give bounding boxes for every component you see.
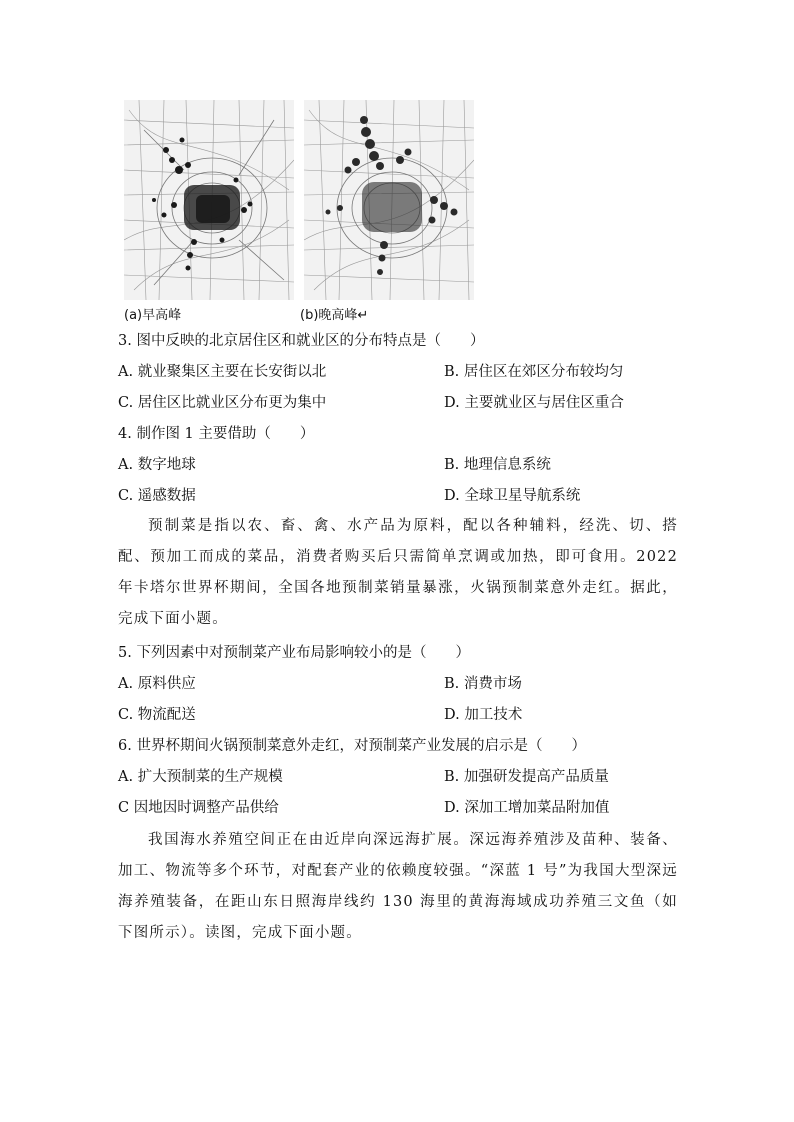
q5-option-a[interactable]: A. 原料供应	[118, 676, 196, 692]
q6-option-b[interactable]: B. 加强研发提高产品质量	[444, 769, 609, 785]
q6-option-d[interactable]: D. 深加工增加菜品附加值	[444, 800, 610, 816]
figure-group	[124, 100, 484, 325]
q6-option-a[interactable]: A. 扩大预制菜的生产规模	[118, 769, 283, 785]
map-image-a	[124, 100, 294, 300]
q5-option-d[interactable]: D. 加工技术	[444, 707, 523, 723]
q6-option-c[interactable]: C 因地因时调整产品供给	[118, 800, 279, 816]
q6-stem: 6. 世界杯期间火锅预制菜意外走红，对预制菜产业发展的启示是（ ）	[118, 738, 586, 754]
q4-option-c[interactable]: C. 遥感数据	[118, 488, 196, 504]
q3-option-d[interactable]: D. 主要就业区与居住区重合	[444, 395, 624, 411]
passage-deep-sea-farming: 我国海水养殖空间正在由近岸向深远海扩展。深远海养殖涉及苗种、装备、加工、物流等多个环节，对配套产业的依赖度较强。“深蓝 1 号”为我国大型深远海养殖装备，在距山东日照海岸线约 130 海里的黄海海域成功养殖三文鱼（如下图所示）。读图，完成下面小题。	[118, 832, 678, 941]
q4-option-b[interactable]: B. 地理信息系统	[444, 457, 551, 473]
q3-option-c[interactable]: C. 居住区比就业区分布更为集中	[118, 395, 327, 411]
map-evening-peak	[304, 100, 474, 300]
q4-option-a[interactable]: A. 数字地球	[118, 457, 196, 473]
map-image-b	[304, 100, 474, 300]
caption-b: (b)晚高峰↵	[300, 308, 369, 323]
map-morning-peak	[124, 100, 294, 300]
q3-option-b[interactable]: B. 居住区在郊区分布较均匀	[444, 364, 624, 380]
q4-option-d[interactable]: D. 全球卫星导航系统	[444, 488, 581, 504]
q3-option-a[interactable]: A. 就业聚集区主要在长安街以北	[118, 364, 327, 380]
q5-option-b[interactable]: B. 消费市场	[444, 676, 522, 692]
q3-stem: 3. 图中反映的北京居住区和就业区的分布特点是（ ）	[118, 333, 485, 349]
q5-option-c[interactable]: C. 物流配送	[118, 707, 196, 723]
q4-stem: 4. 制作图 1 主要借助（ ）	[118, 426, 315, 442]
caption-a: (a)早高峰	[124, 308, 182, 323]
q5-stem: 5. 下列因素中对预制菜产业布局影响较小的是（ ）	[118, 645, 470, 661]
passage-prepared-food: 预制菜是指以农、畜、禽、水产品为原料，配以各种辅料，经洗、切、搭配、预加工而成的菜品，消费者购买后只需简单烹调或加热，即可食用。2022 年卡塔尔世界杯期间，全国各地预制菜销量暴涨，火锅预制菜意外走红。据此，完成下面小题。	[118, 518, 678, 627]
